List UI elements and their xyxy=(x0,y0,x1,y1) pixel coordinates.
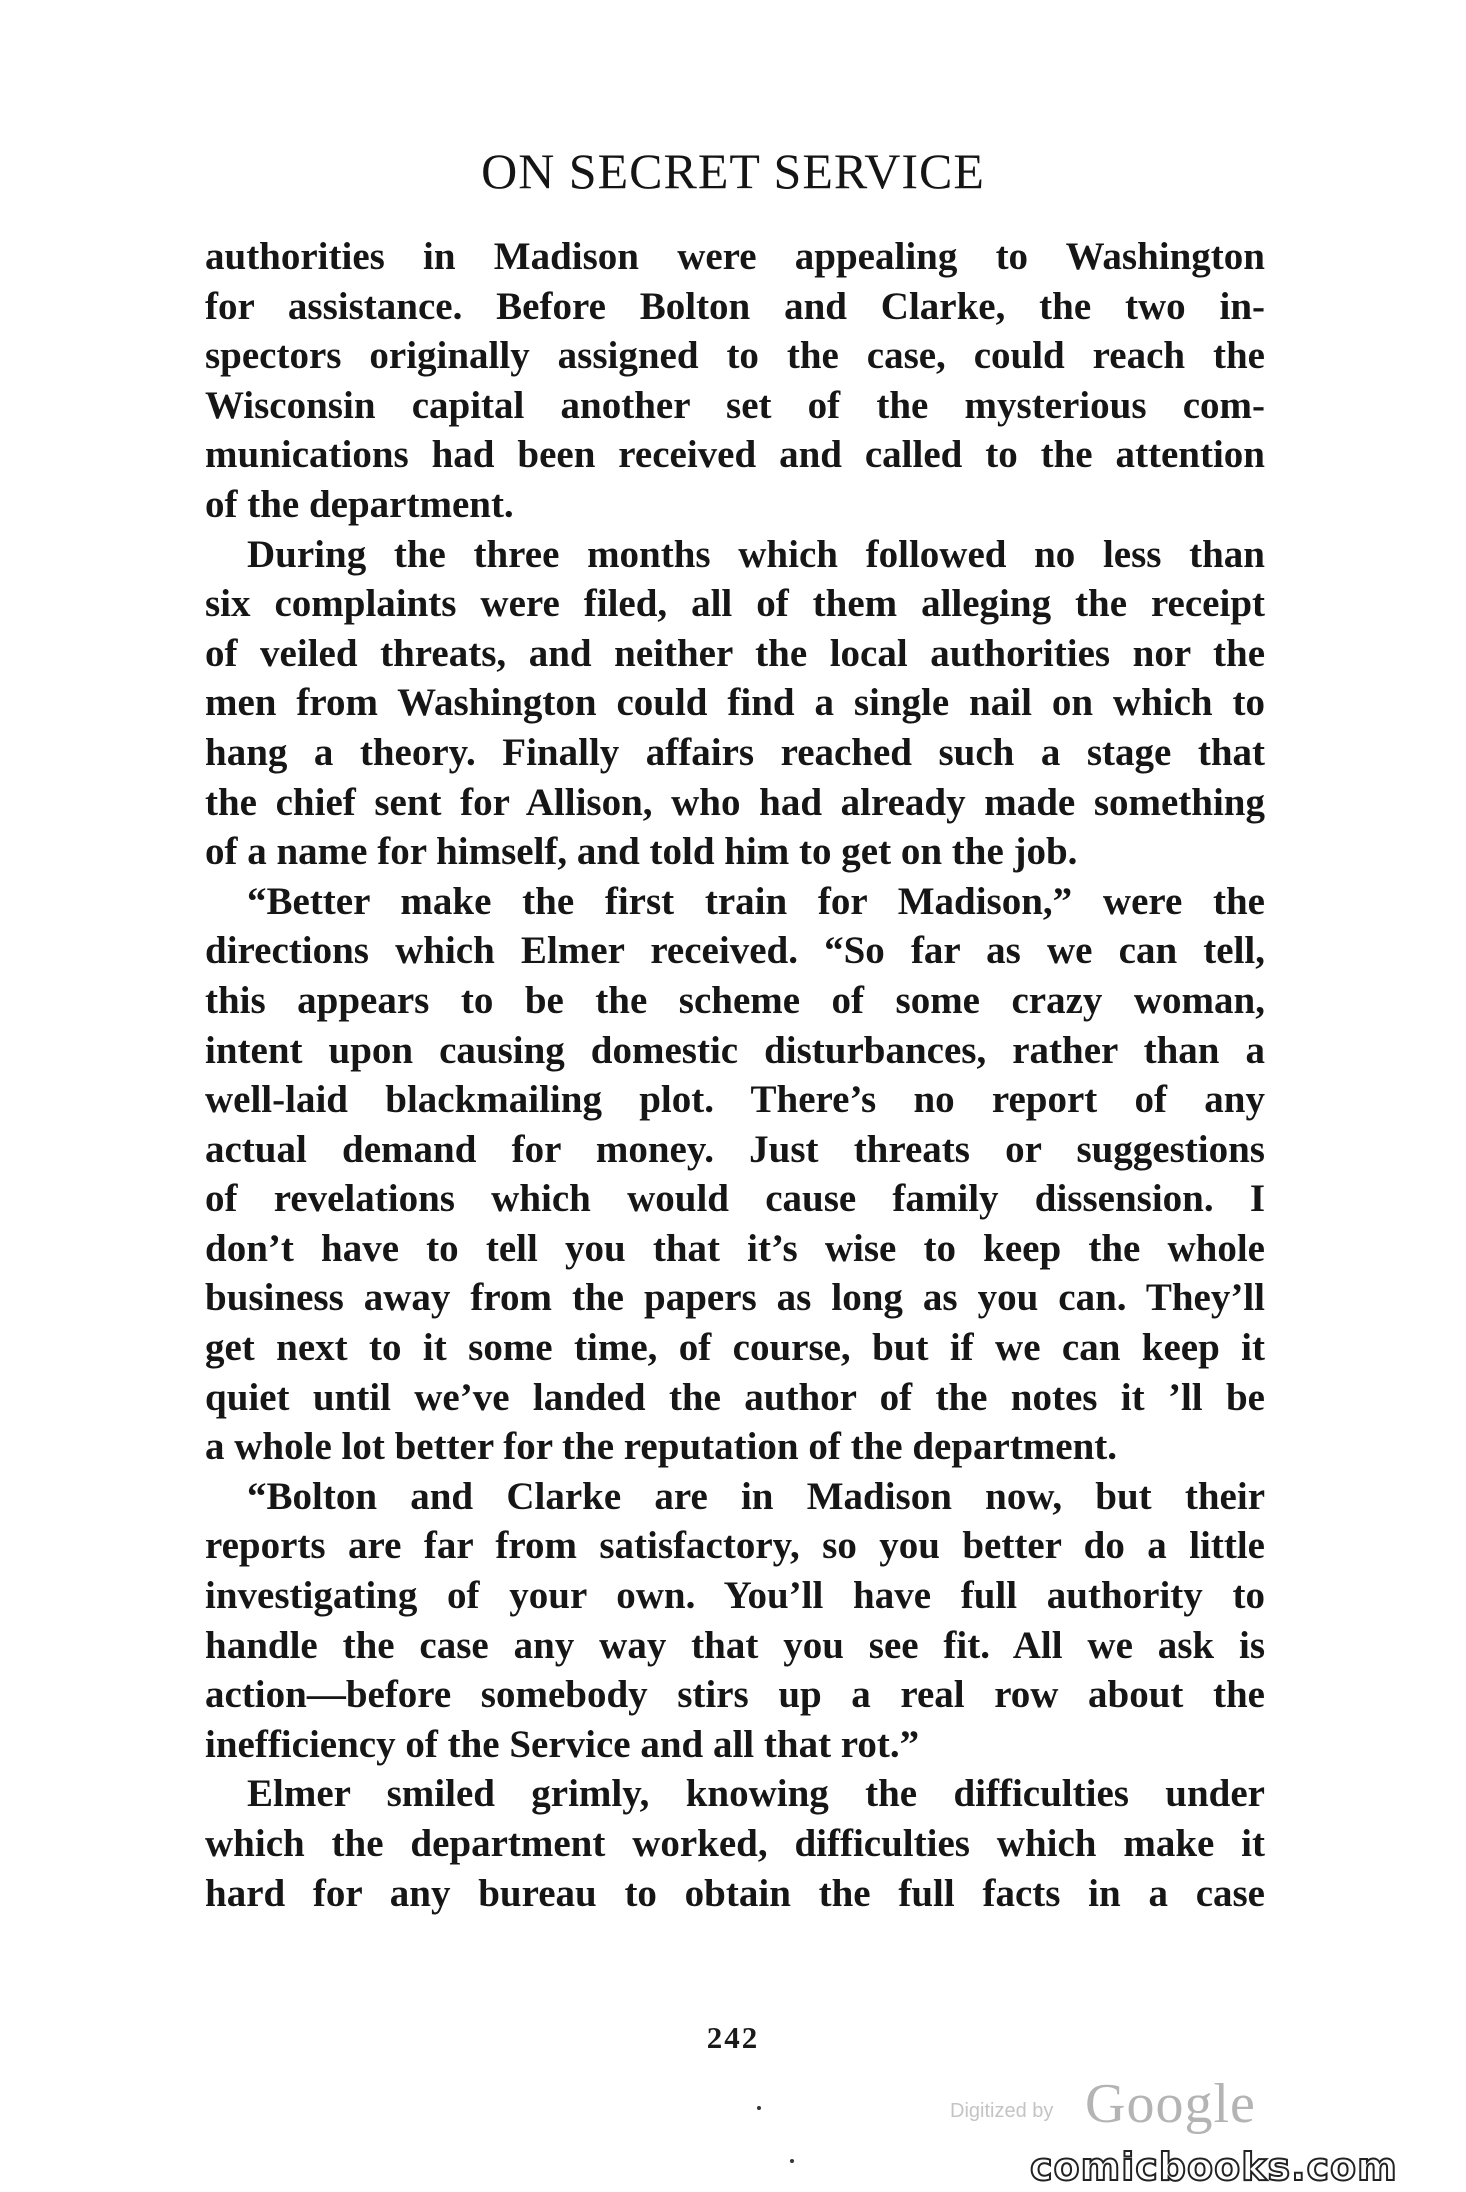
text-line: “Bolton and Clarke are in Madison now, but their xyxy=(247,1474,1265,1518)
digitized-by-google-mark xyxy=(950,2072,1280,2135)
text-line: During the three months which followed no less than xyxy=(247,532,1265,576)
text-line: Elmer smiled grimly, knowing the difficulties under xyxy=(247,1772,1265,1816)
text-line: get next to it some time, of course, but if we can keep it xyxy=(205,1326,1265,1370)
google-logo: Google xyxy=(1085,2073,1256,2135)
running-head: ON SECRET SERVICE xyxy=(481,143,985,199)
text-line: inefficiency of the Service and all that rot.” xyxy=(205,1722,920,1766)
text-line: action—before somebody stirs up a real row about the xyxy=(205,1673,1265,1717)
text-line: the chief sent for Allison, who had already made something xyxy=(205,780,1265,824)
scan-speck xyxy=(790,2159,794,2163)
text-line: “Better make the first train for Madison,” were the xyxy=(247,879,1265,923)
page-number: 242 xyxy=(706,2020,760,2055)
text-line: actual demand for money. Just threats or suggestions xyxy=(205,1127,1265,1171)
text-line: of revelations which would cause family dissension. I xyxy=(205,1177,1265,1221)
text-line: business away from the papers as long as you can. They’ll xyxy=(205,1276,1265,1320)
text-line: well-laid blackmailing plot. There’s no report of any xyxy=(205,1078,1265,1122)
digitized-label: Digitized by xyxy=(950,2100,1054,2122)
text-line: six complaints were filed, all of them alleging the receipt xyxy=(205,582,1265,626)
text-line: Wisconsin capital another set of the mysterious com- xyxy=(205,383,1265,427)
text-line: intent upon causing domestic disturbances, rather than a xyxy=(205,1028,1265,1072)
text-line: for assistance. Before Bolton and Clarke, the two in- xyxy=(205,284,1265,328)
text-line: spectors originally assigned to the case, could reach the xyxy=(205,334,1265,378)
text-line: authorities in Madison were appealing to Washington xyxy=(205,235,1265,278)
text-line: hard for any bureau to obtain the full facts in a case xyxy=(205,1871,1265,1915)
text-line: this appears to be the scheme of some crazy woman, xyxy=(205,978,1265,1022)
text-line: directions which Elmer received. “So far as we can tell, xyxy=(205,929,1265,973)
text-line: reports are far from satisfactory, so you better do a little xyxy=(205,1524,1265,1568)
text-line: munications had been received and called to the attention xyxy=(205,433,1265,477)
text-line: a whole lot better for the reputation of the department. xyxy=(205,1425,1118,1469)
text-line: men from Washington could find a single nail on which to xyxy=(205,681,1265,725)
text-line: of a name for himself, and told him to get on the job. xyxy=(205,830,1078,874)
text-line: handle the case any way that you see fit. All we ask is xyxy=(205,1623,1265,1667)
text-line: of the department. xyxy=(205,482,514,526)
text-line: quiet until we’ve landed the author of the notes it ’ll be xyxy=(205,1375,1265,1419)
watermark: comicbooks.com xyxy=(1030,2145,1398,2189)
text-line: of veiled threats, and neither the local authorities nor the xyxy=(205,631,1265,675)
text-line: hang a theory. Finally affairs reached such a stage that xyxy=(205,730,1265,774)
text-line: don’t have to tell you that it’s wise to keep the whole xyxy=(205,1226,1265,1270)
scan-speck xyxy=(757,2106,761,2110)
body-text xyxy=(205,232,1265,1918)
text-line: which the department worked, difficulties which make it xyxy=(205,1822,1265,1865)
text-line: investigating of your own. You’ll have full authority to xyxy=(205,1574,1265,1618)
